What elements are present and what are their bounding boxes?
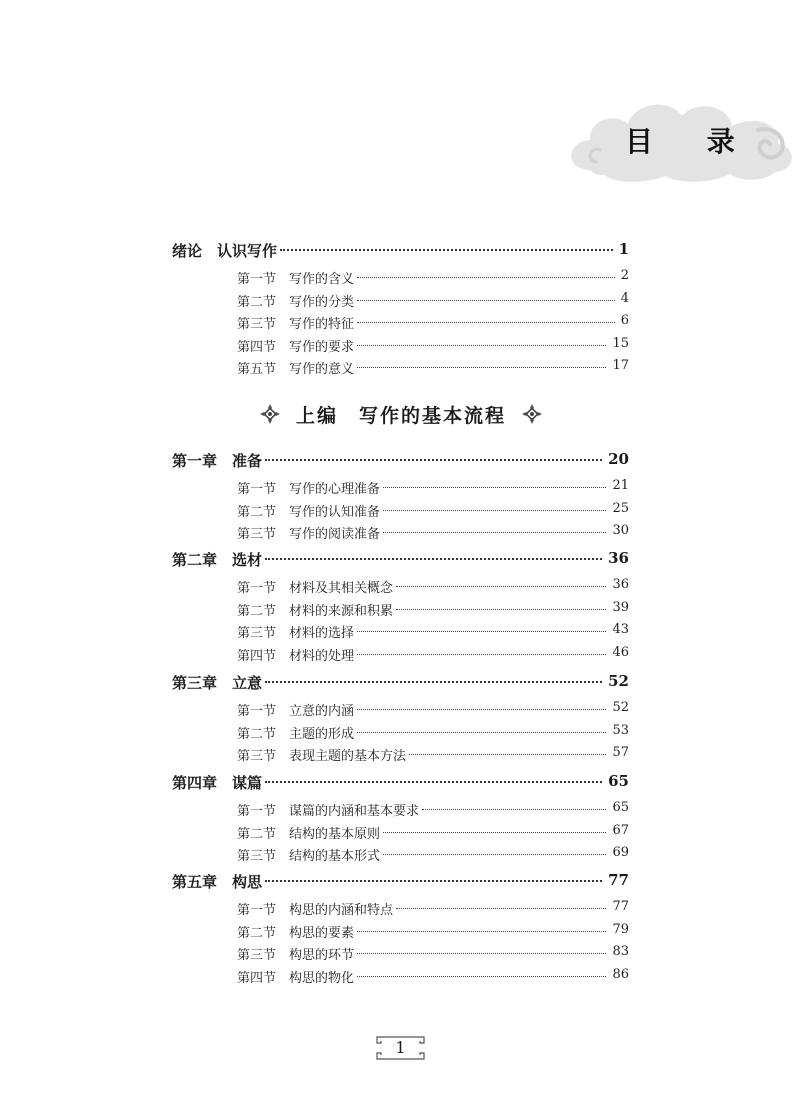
dot-leader — [357, 953, 606, 954]
dot-leader — [357, 976, 606, 977]
dot-leader — [383, 832, 606, 833]
page-ref: 65 — [608, 772, 629, 790]
section-title: 第二节 写作的分类 — [237, 294, 355, 310]
chapter-title: 绪论 认识写作 — [172, 242, 278, 260]
section-title: 第四节 材料的处理 — [237, 648, 355, 664]
chapter-entry — [0, 672, 800, 694]
section-entry — [0, 899, 800, 921]
section-title: 第二节 材料的来源和积累 — [237, 603, 394, 619]
section-entry — [0, 577, 800, 599]
page-ref: 86 — [612, 966, 629, 982]
dot-leader — [409, 754, 606, 755]
chapter-title: 第二章 选材 — [172, 551, 263, 569]
chapter-title: 第四章 谋篇 — [172, 774, 263, 792]
section-title: 第一节 写作的心理准备 — [237, 482, 381, 497]
section-title: 第二节 写作的认知准备 — [237, 504, 381, 520]
dot-leader — [422, 809, 606, 810]
dot-leader — [396, 609, 606, 610]
page-ref: 53 — [612, 722, 629, 738]
section-entry — [0, 268, 800, 290]
dot-leader — [265, 880, 602, 882]
chapter-title: 第一章 准备 — [172, 452, 263, 470]
section-title: 第二节 结构的基本原则 — [237, 826, 381, 842]
section-title: 第四节 构思的物化 — [237, 970, 355, 986]
chapter-entry — [0, 772, 800, 794]
page-ref: 2 — [620, 268, 629, 283]
page-ref: 36 — [612, 577, 629, 592]
page-ref: 77 — [612, 899, 629, 914]
dot-leader — [357, 709, 606, 710]
dot-leader — [280, 249, 613, 251]
part-title: 上编 写作的基本流程 — [296, 405, 507, 427]
dot-leader — [357, 931, 606, 932]
page-ref: 46 — [612, 644, 629, 660]
section-entry — [0, 645, 800, 667]
dot-leader — [357, 277, 615, 278]
page-ref: 69 — [612, 845, 629, 860]
chapter-entry — [0, 549, 800, 571]
section-entry — [0, 700, 800, 722]
chapter-entry — [0, 871, 800, 893]
chapter-title: 第五章 构思 — [172, 873, 263, 891]
section-entry — [0, 845, 800, 867]
section-title: 第四节 写作的要求 — [237, 339, 355, 355]
dot-leader — [357, 654, 606, 655]
section-entry — [0, 523, 800, 545]
section-title: 第一节 谋篇的内涵和基本要求 — [237, 804, 420, 819]
dot-leader — [383, 854, 606, 855]
section-entry — [0, 922, 800, 944]
section-entry — [0, 944, 800, 966]
right-knot-ornament-icon — [520, 402, 544, 426]
dot-leader — [357, 367, 606, 368]
page-ref: 30 — [612, 523, 629, 538]
page-ref: 21 — [612, 478, 629, 493]
page-number: 1 — [395, 1038, 406, 1057]
page-ref: 65 — [612, 800, 629, 815]
part-heading — [0, 400, 800, 430]
dot-leader — [357, 631, 606, 632]
section-title: 第一节 立意的内涵 — [237, 704, 355, 719]
section-title: 第三节 写作的阅读准备 — [237, 527, 381, 542]
dot-leader — [357, 732, 606, 733]
page-ref: 39 — [612, 599, 629, 615]
chapter-title: 第三章 立意 — [172, 674, 263, 692]
page-ref: 6 — [620, 313, 629, 328]
section-entry — [0, 501, 800, 523]
chapter-entry — [0, 450, 800, 472]
chapter-entry — [0, 240, 800, 262]
section-entry — [0, 823, 800, 845]
dot-leader — [383, 510, 606, 511]
page-ref: 25 — [612, 500, 629, 516]
dot-leader — [357, 322, 615, 323]
dot-leader — [265, 781, 602, 783]
dot-leader — [396, 908, 606, 909]
page-ref: 4 — [620, 290, 629, 306]
dot-leader — [396, 586, 606, 587]
section-entry — [0, 967, 800, 989]
dot-leader — [383, 532, 606, 533]
section-title: 第三节 表现主题的基本方法 — [237, 749, 407, 764]
dot-leader — [265, 459, 602, 461]
section-title: 第三节 材料的选择 — [237, 626, 355, 641]
dot-leader — [357, 345, 606, 346]
section-title: 第三节 构思的环节 — [237, 948, 355, 963]
section-title: 第二节 构思的要素 — [237, 925, 355, 941]
page-ref: 52 — [612, 700, 629, 715]
dot-leader — [357, 300, 615, 301]
page-ref: 79 — [612, 921, 629, 937]
section-entry — [0, 358, 800, 380]
page-ref: 43 — [612, 622, 629, 637]
page-ref: 15 — [612, 335, 629, 351]
section-entry — [0, 313, 800, 335]
section-title: 第二节 主题的形成 — [237, 726, 355, 742]
section-entry — [0, 336, 800, 358]
dot-leader — [383, 487, 606, 488]
section-entry — [0, 723, 800, 745]
dot-leader — [265, 558, 602, 560]
section-entry — [0, 600, 800, 622]
page-ref: 57 — [612, 745, 629, 760]
page-number-frame — [373, 1033, 428, 1063]
page-ref: 36 — [608, 549, 629, 567]
dot-leader — [265, 681, 602, 683]
section-title: 第三节 结构的基本形式 — [237, 849, 381, 864]
page-ref: 77 — [608, 871, 629, 889]
section-entry — [0, 745, 800, 767]
section-title: 第一节 材料及其相关概念 — [237, 581, 394, 596]
section-title: 第三节 写作的特征 — [237, 317, 355, 332]
page-ref: 52 — [608, 672, 629, 690]
page-ref: 1 — [618, 240, 629, 258]
section-title: 第一节 写作的含义 — [237, 272, 355, 287]
section-title: 第五节 写作的意义 — [237, 362, 355, 377]
left-knot-ornament-icon — [258, 402, 282, 426]
section-entry — [0, 800, 800, 822]
section-title: 第一节 构思的内涵和特点 — [237, 903, 394, 918]
page-ref: 17 — [612, 358, 629, 373]
section-entry — [0, 622, 800, 644]
page-ref: 67 — [612, 822, 629, 838]
page-ref: 83 — [612, 944, 629, 959]
page-title: 目 录 — [625, 125, 757, 158]
section-entry — [0, 478, 800, 500]
page-ref: 20 — [608, 450, 629, 468]
section-entry — [0, 291, 800, 313]
